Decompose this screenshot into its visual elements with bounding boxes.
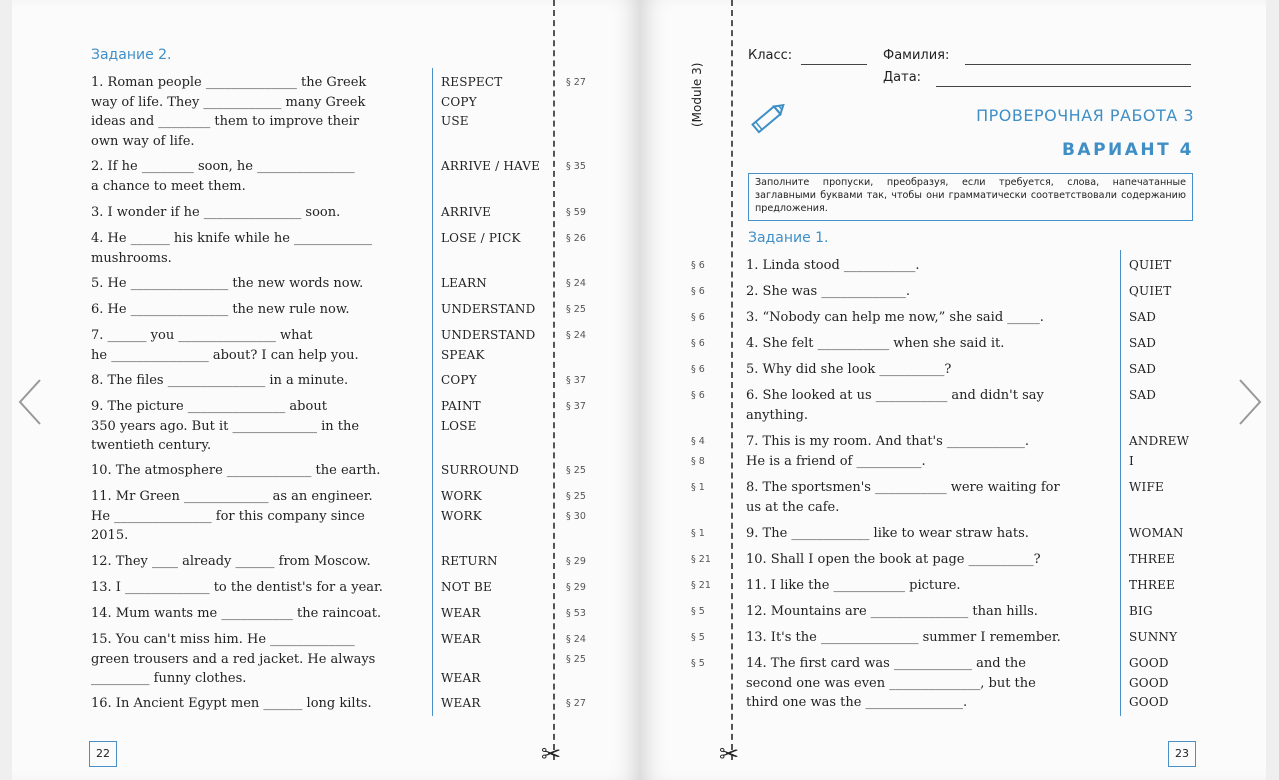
keyword: UNDERSTAND	[441, 302, 536, 316]
keyword: LOSE	[441, 418, 477, 433]
paragraph-ref: § 6	[691, 390, 705, 401]
grammar-reference	[566, 578, 586, 598]
keyword-cell	[441, 578, 492, 598]
keyword: ANDREW	[1129, 434, 1190, 448]
keyword-cell	[1129, 654, 1169, 713]
keyword-cell	[1129, 360, 1156, 380]
keyword: BIG	[1129, 604, 1153, 618]
exercise-line[interactable]: _________ funny clothes.	[91, 671, 247, 686]
exercise-line[interactable]: 16. In Ancient Egypt men ______ long kilts.	[91, 696, 372, 711]
exercise-line[interactable]: He _______________ for this company since	[91, 508, 365, 524]
exercise-line[interactable]: 9. The picture _______________ about	[91, 399, 327, 414]
left-exercise-12	[91, 552, 426, 572]
class-field[interactable]	[801, 64, 867, 65]
left-exercise-9	[91, 397, 426, 456]
date-label: Дата:	[883, 70, 922, 85]
exercise-line[interactable]: 10. Shall I open the book at page __________?	[746, 552, 1041, 567]
grammar-reference	[566, 326, 586, 346]
right-column-rule	[1120, 250, 1121, 716]
keyword: SPEAK	[441, 347, 485, 362]
paragraph-ref: § 6	[691, 338, 705, 349]
exercise-line[interactable]: us at the cafe.	[746, 499, 840, 515]
left-cut-line	[553, 0, 555, 760]
keyword-cell	[441, 630, 481, 689]
exercise-line[interactable]: 4. She felt ___________ when she said it.	[746, 336, 1005, 351]
keyword-cell	[1129, 524, 1184, 544]
module-label-box	[690, 49, 708, 129]
left-exercise-1	[91, 73, 426, 151]
keyword-cell	[441, 274, 487, 294]
exercise-line[interactable]: 2. She was _____________.	[746, 284, 910, 299]
keyword: THREE	[1129, 552, 1176, 566]
keyword-cell	[1129, 386, 1156, 406]
keyword: WOMAN	[1129, 526, 1184, 540]
grammar-reference	[691, 654, 705, 674]
exercise-line[interactable]: 5. Why did she look __________?	[746, 362, 952, 377]
left-exercise-8	[91, 371, 426, 391]
grammar-reference	[566, 694, 586, 714]
grammar-reference	[566, 397, 586, 417]
keyword: GOOD	[1129, 656, 1169, 670]
keyword: WEAR	[441, 632, 481, 646]
exercise-line[interactable]: 14. Mum wants me ___________ the raincoat.	[91, 606, 382, 621]
grammar-reference	[691, 256, 705, 276]
keyword-cell	[1129, 282, 1171, 302]
keyword: SUNNY	[1129, 630, 1178, 644]
right-exercise-3	[746, 308, 1114, 328]
paragraph-ref: § 53	[566, 608, 586, 619]
grammar-reference	[566, 274, 586, 294]
exercise-line[interactable]: twentieth century.	[91, 438, 212, 453]
keyword-cell	[441, 300, 535, 320]
paragraph-ref: § 6	[691, 260, 705, 271]
exercise-line[interactable]: 3. “Nobody can help me now,” she said _____.	[746, 310, 1044, 325]
paragraph-ref: § 4	[691, 436, 705, 447]
paragraph-ref: § 24	[566, 634, 586, 645]
keyword: ARRIVE / HAVE	[441, 159, 541, 173]
exercise-line[interactable]: 12. They ____ already ______ from Moscow.	[91, 554, 371, 569]
grammar-reference	[566, 461, 586, 481]
keyword: COPY	[441, 373, 477, 387]
keyword: SURROUND	[441, 463, 520, 477]
right-exercise-8	[746, 478, 1114, 517]
keyword: WEAR	[441, 671, 481, 685]
left-exercise-16	[91, 694, 426, 714]
keyword-cell	[1129, 478, 1164, 498]
left-exercise-10	[91, 461, 426, 481]
grammar-reference	[691, 386, 705, 406]
keyword: SAD	[1129, 388, 1157, 402]
left-exercise-6	[91, 300, 426, 320]
grammar-reference	[691, 478, 705, 498]
right-exercise-11	[746, 576, 1114, 596]
keyword: LEARN	[441, 276, 487, 290]
exercise-line[interactable]: 15. You can't miss him. He _____________	[91, 632, 355, 647]
exercise-line[interactable]: ideas and ________ them to improve their	[91, 114, 360, 129]
keyword: NOT BE	[441, 580, 492, 594]
date-field[interactable]	[936, 86, 1191, 87]
exercise-line[interactable]: 7. ______ you _______________ what	[91, 328, 313, 343]
keyword-cell	[441, 157, 540, 177]
surname-field[interactable]	[965, 64, 1191, 65]
grammar-reference	[691, 550, 711, 570]
keyword: COPY	[441, 94, 477, 109]
keyword: WORK	[441, 489, 482, 503]
scissors-icon: ✂	[541, 740, 562, 768]
keyword-cell	[441, 397, 481, 436]
exercise-line[interactable]: 6. She looked at us ___________ and didn't say	[746, 388, 1044, 403]
exercise-line[interactable]: 8. The sportsmen's ___________ were waiting for	[746, 480, 1060, 495]
chevron-right-icon[interactable]	[1238, 378, 1262, 430]
class-label: Класс:	[748, 48, 793, 63]
exercise-line[interactable]: 8. The files _______________ in a minute.	[91, 373, 349, 388]
grammar-reference	[691, 432, 705, 471]
exercise-line[interactable]: anything.	[746, 407, 809, 423]
paragraph-ref: § 24	[566, 278, 586, 289]
keyword: GOOD	[1129, 675, 1169, 690]
right-exercise-10	[746, 550, 1114, 570]
keyword-cell	[441, 552, 498, 572]
left-page-number: 22	[89, 741, 117, 767]
right-exercise-14	[746, 654, 1114, 713]
paragraph-ref: § 5	[691, 658, 705, 669]
keyword-cell	[441, 694, 481, 714]
keyword-cell	[1129, 308, 1156, 328]
pencil-icon	[746, 98, 790, 142]
right-task-title: Задание 1.	[748, 230, 829, 246]
keyword: UNDERSTAND	[441, 328, 536, 342]
module-label: (Module 3)	[690, 62, 704, 127]
exercise-line[interactable]: 2015.	[91, 528, 129, 543]
exercise-line[interactable]: 1. Linda stood ___________.	[746, 258, 920, 273]
right-exercise-6	[746, 386, 1114, 425]
keyword	[441, 650, 481, 670]
right-exercise-7	[746, 432, 1114, 471]
left-column-rule	[432, 68, 433, 716]
grammar-reference	[691, 602, 705, 622]
keyword: PAINT	[441, 399, 481, 413]
left-task-title: Задание 2.	[91, 47, 172, 63]
keyword-cell	[441, 487, 482, 526]
grammar-reference	[566, 300, 586, 320]
exercise-line[interactable]: a chance to meet them.	[91, 178, 246, 194]
paragraph-ref: § 6	[691, 286, 705, 297]
exercise-line[interactable]: 350 years ago. But it _____________ in the	[91, 418, 360, 434]
grammar-reference	[566, 229, 586, 249]
grammar-reference	[691, 360, 705, 380]
paragraph-ref: § 5	[691, 632, 705, 643]
keyword: WORK	[441, 508, 482, 523]
keyword: SAD	[1129, 362, 1157, 376]
keyword-cell	[1129, 550, 1175, 570]
instruction-box: Заполните пропуски, преобразуя, если требуется, слова, напечатанные заглавными буквами так, чтобы они грамматически соответствовали содержанию предложения.	[748, 173, 1193, 221]
right-page-number: 23	[1168, 741, 1196, 767]
keyword-cell	[441, 604, 481, 624]
keyword: QUIET	[1129, 258, 1172, 272]
grammar-reference	[566, 371, 586, 391]
exercise-line[interactable]: 7. This is my room. And that's ____________.	[746, 434, 1030, 449]
paragraph-ref: § 59	[566, 207, 586, 218]
keyword: THREE	[1129, 578, 1176, 592]
exercise-line[interactable]: 13. I _____________ to the dentist's for a year.	[91, 580, 383, 595]
left-exercise-13	[91, 578, 426, 598]
exercise-line[interactable]: 13. It's the _______________ summer I remember.	[746, 630, 1061, 645]
keyword: RESPECT	[441, 75, 503, 89]
exercise-line[interactable]: 9. The ____________ like to wear straw hats.	[746, 526, 1029, 541]
paragraph-ref: § 27	[566, 77, 586, 88]
exercise-line[interactable]: 10. The atmosphere _____________ the earth.	[91, 463, 381, 478]
left-exercise-3	[91, 203, 426, 223]
grammar-reference	[691, 282, 705, 302]
right-cut-line	[731, 0, 733, 760]
right-exercise-4	[746, 334, 1114, 354]
keyword: USE	[441, 114, 469, 128]
keyword-cell	[1129, 432, 1189, 471]
exercise-line[interactable]: 2. If he ________ soon, he _______________	[91, 159, 355, 174]
left-exercise-14	[91, 604, 426, 624]
right-exercise-9	[746, 524, 1114, 544]
grammar-reference	[566, 604, 586, 624]
exercise-line[interactable]: green trousers and a red jacket. He always	[91, 651, 376, 667]
exercise-line[interactable]: he _______________ about? I can help you.	[91, 347, 359, 363]
chevron-left-icon[interactable]	[18, 378, 42, 430]
exercise-line[interactable]: 4. He ______ his knife while he ____________	[91, 231, 373, 246]
left-exercise-2	[91, 157, 426, 196]
exercise-line[interactable]: 6. He _______________ the new rule now.	[91, 302, 350, 317]
paragraph-ref: § 6	[691, 312, 705, 323]
keyword: WEAR	[441, 606, 481, 620]
right-exercise-13	[746, 628, 1114, 648]
grammar-reference	[566, 73, 586, 93]
paragraph-ref: § 8	[691, 455, 705, 467]
grammar-reference	[691, 334, 705, 354]
exercise-line[interactable]: second one was even ______________, but the	[746, 675, 1036, 691]
surname-label: Фамилия:	[883, 48, 950, 63]
grammar-reference	[566, 630, 586, 669]
grammar-reference	[691, 576, 711, 596]
keyword-cell	[441, 73, 502, 132]
keyword-cell	[441, 371, 477, 391]
left-exercise-11	[91, 487, 426, 546]
exercise-line[interactable]: 1. Roman people ______________ the Greek	[91, 75, 367, 90]
keyword-cell	[441, 326, 535, 365]
exercise-line[interactable]: 12. Mountains are _______________ than hills.	[746, 604, 1038, 619]
keyword-cell	[1129, 602, 1153, 622]
exercise-line[interactable]: 5. He _______________ the new words now.	[91, 276, 364, 291]
grammar-reference	[566, 203, 586, 223]
exercise-line[interactable]: 11. I like the ___________ picture.	[746, 578, 961, 593]
test-title: ПРОВЕРОЧНАЯ РАБОТА 3	[976, 106, 1194, 125]
paragraph-ref: § 6	[691, 364, 705, 375]
paragraph-ref: § 35	[566, 161, 586, 172]
grammar-reference	[566, 552, 586, 572]
right-exercise-2	[746, 282, 1114, 302]
grammar-reference	[691, 628, 705, 648]
keyword-cell	[441, 461, 519, 481]
keyword: QUIET	[1129, 284, 1172, 298]
paragraph-ref: § 37	[566, 401, 586, 412]
right-exercise-12	[746, 602, 1114, 622]
left-exercise-7	[91, 326, 426, 365]
keyword: SAD	[1129, 336, 1157, 350]
paragraph-ref: § 1	[691, 482, 705, 493]
keyword-cell	[1129, 628, 1177, 648]
keyword-cell	[1129, 576, 1175, 596]
keyword: LOSE / PICK	[441, 231, 521, 245]
exercise-line[interactable]: mushrooms.	[91, 250, 172, 266]
left-exercise-5	[91, 274, 426, 294]
left-exercise-4	[91, 229, 426, 268]
paragraph-ref: § 29	[566, 582, 586, 593]
grammar-reference	[691, 308, 705, 328]
grammar-reference	[566, 157, 586, 177]
paragraph-ref: § 25	[566, 653, 586, 665]
paragraph-ref: § 25	[566, 304, 586, 315]
grammar-reference	[566, 487, 586, 526]
keyword-cell	[1129, 334, 1156, 354]
paragraph-ref: § 27	[566, 698, 586, 709]
exercise-line[interactable]: He is a friend of __________.	[746, 453, 926, 469]
paragraph-ref: § 25	[566, 491, 586, 502]
keyword-cell	[441, 229, 521, 249]
exercise-line[interactable]: 3. I wonder if he _______________ soon.	[91, 205, 341, 220]
right-exercise-5	[746, 360, 1114, 380]
exercise-line[interactable]: own way of life.	[91, 133, 195, 149]
keyword: WEAR	[441, 696, 481, 710]
paragraph-ref: § 29	[566, 556, 586, 567]
keyword-cell	[1129, 256, 1171, 276]
grammar-reference	[691, 524, 705, 544]
exercise-line[interactable]: 14. The first card was ____________ and the	[746, 656, 1026, 671]
paragraph-ref: § 1	[691, 528, 705, 539]
paragraph-ref: § 26	[566, 233, 586, 244]
keyword: I	[1129, 453, 1134, 468]
paragraph-ref: § 21	[691, 580, 711, 591]
keyword: WIFE	[1129, 480, 1164, 494]
exercise-line[interactable]: third one was the _______________.	[746, 695, 968, 710]
left-exercise-15	[91, 630, 426, 689]
exercise-line[interactable]: way of life. They ____________ many Greek	[91, 94, 366, 110]
paragraph-ref: § 25	[566, 465, 586, 476]
keyword: GOOD	[1129, 695, 1169, 709]
scissors-icon: ✂	[719, 740, 740, 768]
keyword: RETURN	[441, 554, 498, 568]
keyword: ARRIVE	[441, 205, 492, 219]
paragraph-ref: § 21	[691, 554, 711, 565]
keyword-cell	[441, 203, 491, 223]
paragraph-ref: § 37	[566, 375, 586, 386]
variant-title: ВАРИАНТ 4	[1061, 140, 1194, 160]
exercise-line[interactable]: 11. Mr Green _____________ as an engineer.	[91, 489, 373, 504]
right-exercise-1	[746, 256, 1114, 276]
paragraph-ref: § 24	[566, 330, 586, 341]
paragraph-ref: § 30	[566, 510, 586, 522]
paragraph-ref: § 5	[691, 606, 705, 617]
keyword: SAD	[1129, 310, 1157, 324]
